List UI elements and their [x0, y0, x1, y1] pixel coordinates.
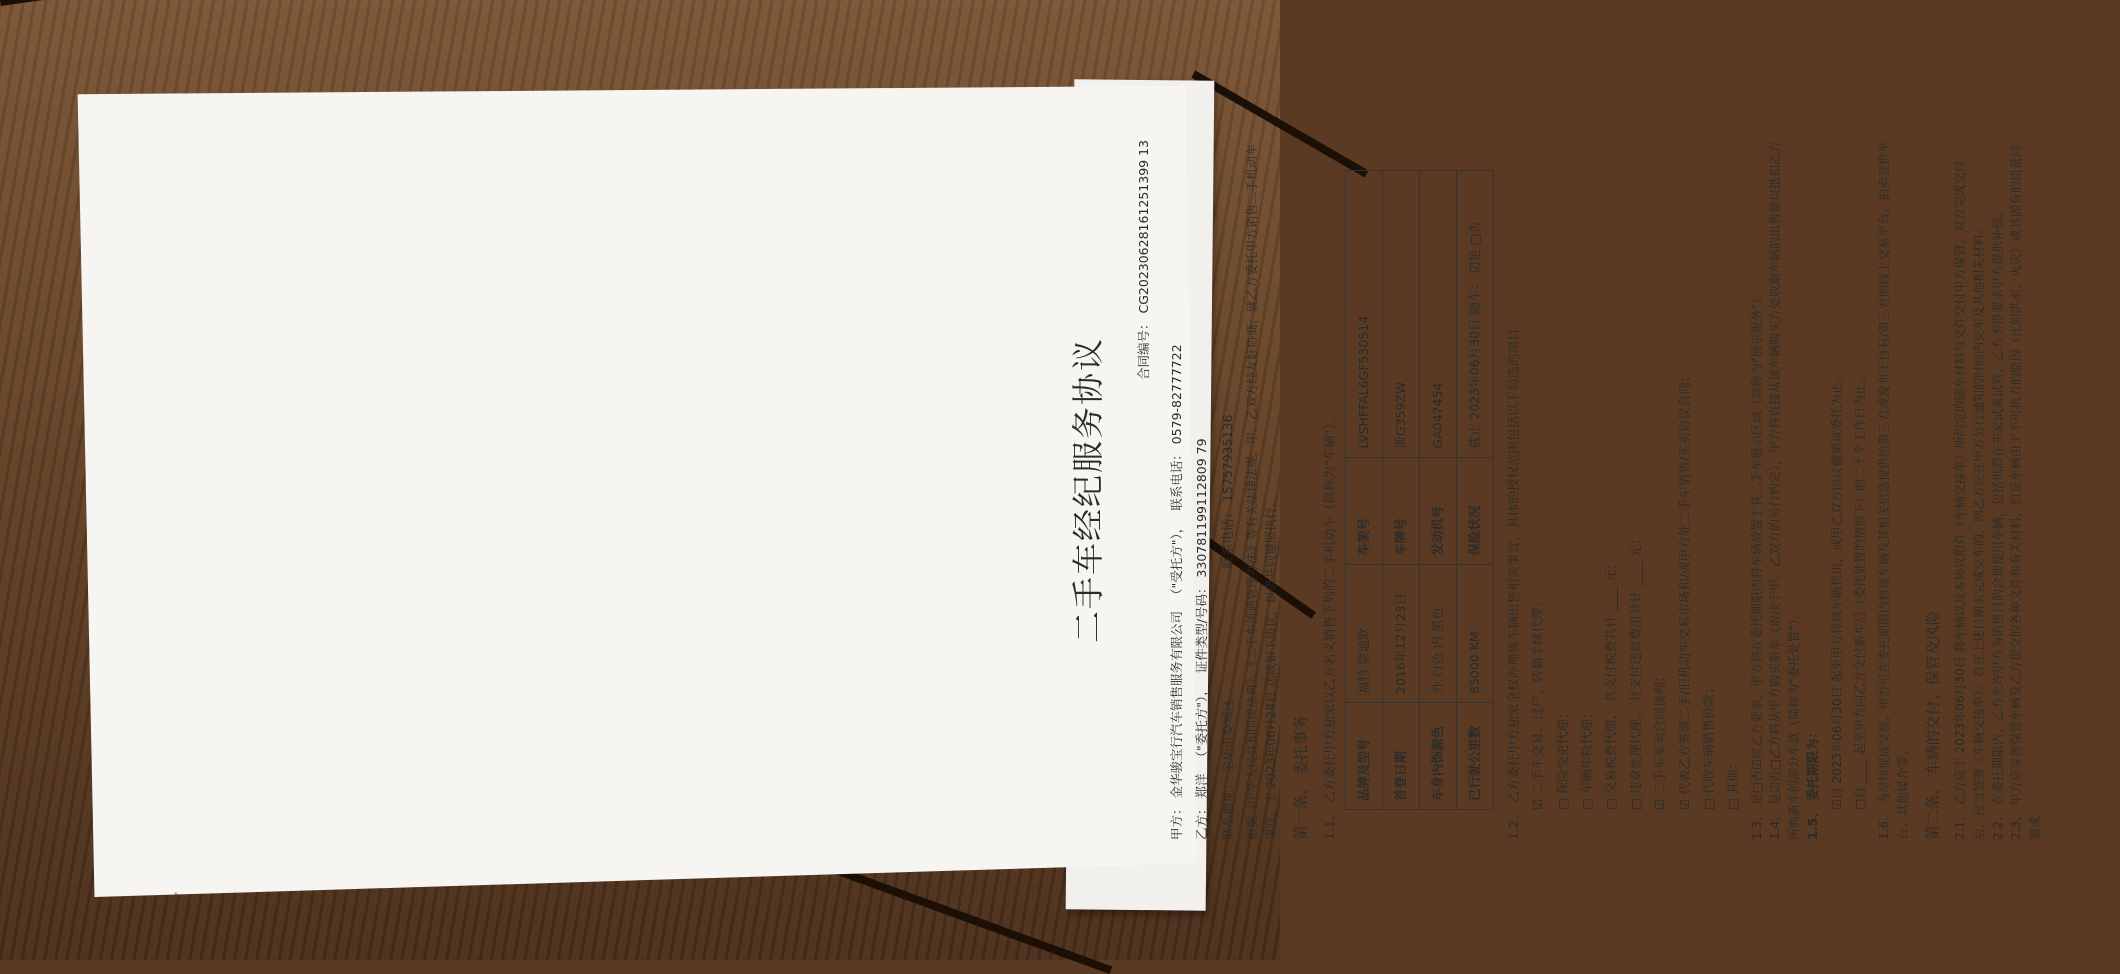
clause-1-1: 1.1、 乙方委托甲方独家以乙方名义销售下列的二手机动车（简称为"车辆"）。: [1321, 410, 1337, 840]
plate-value: 浙G359ZW: [1382, 171, 1419, 458]
registration-label: 首登日期: [1382, 703, 1419, 810]
table-row: [1382, 171, 1419, 810]
color-label: 车身内饰颜色: [1419, 703, 1456, 810]
option-item: □ 代收车辆销售价款；: [1700, 681, 1716, 810]
party-b-row: [1192, 140, 1211, 840]
option-item: ☑ 二手车交易、过户、转籍手续代理；: [1530, 594, 1546, 810]
vin-value: LVSHFFAL6GF530514: [1345, 171, 1382, 458]
staple: [174, 882, 213, 926]
mileage-label: 已行驶公里数: [1456, 703, 1493, 810]
plate-label: 车牌号: [1382, 457, 1419, 564]
party-b-role: （"委托方"），: [1194, 683, 1210, 764]
contract-document: [1020, 100, 2120, 880]
table-row: [1345, 171, 1382, 810]
party-a-name: 甲方： 金华骏宝行汽车销售服务有限公司: [1168, 611, 1184, 840]
brand-label: 品牌及型号: [1345, 703, 1382, 810]
party-b-name: 乙方： 郑洋: [1194, 773, 1210, 840]
floor-plank-gap: [0, 0, 1268, 6]
clause-1-4: 1.4、 是☑否□乙方将从甲方购买新车（取决于甲、乙双方的另行约定），甲方将直接从该车辆购买方处收取车辆的出售款以抵扣乙方所购新车的部分车款（简称为"委托处置"）。: [1768, 141, 1801, 840]
clause-2-2: 2.2、 在委托期限内，乙方允许甲方为销售目的合理使用车辆，包括供潜在买家试乘试驾，乙方不得要求甲方提供补偿。: [1990, 205, 2005, 840]
engine-label: 发动机号: [1419, 457, 1456, 564]
section-1-heading: 第一条、 委托事务: [1292, 715, 1311, 840]
party-a-role: （"受托方"），: [1168, 520, 1184, 602]
vin-label: 车架号: [1345, 457, 1382, 564]
party-a-phone: 联系电话： 0579-82777722: [1168, 344, 1184, 511]
option-item: ☑ 二手车买卖合同谈判；: [1652, 669, 1668, 810]
engine-value: GA047454: [1419, 171, 1456, 458]
vehicle-table: [1345, 170, 1494, 810]
option-item: □ 车辆年检代理；: [1579, 706, 1595, 810]
clause-1-6: 1.6、 为尽快促成交易，甲方可在委托期限内将该车辆及其相关信息提供给第三方或发布于自有/第三方的线上交易平台、拍卖竞价平台、其他媒介等。: [1877, 141, 1910, 840]
term-option-2: □自 ____ 起至甲方向乙方交付新车后（委托处置的情形下）的二十个工作日为止。: [1853, 371, 1868, 810]
option-item: □ 违章处理代理， 共支付违章费用共计 ____ 元；: [1627, 532, 1643, 810]
registration-value: 2016年12月23日: [1382, 564, 1419, 702]
option-item: □ 交易税费代缴， 共支付税费共计 ____ 元；: [1603, 557, 1619, 810]
table-row: [1419, 171, 1456, 810]
brand-value: 福特 蒙迪欧: [1345, 564, 1382, 702]
party-b-id: 证件类型/号码： 330781199112809 79: [1194, 438, 1210, 674]
party-b-address: 联系地址： 金华市婺城区: [1219, 698, 1235, 840]
table-row: [1456, 171, 1493, 810]
party-b-phone: 联系电话： 15757935136: [1219, 414, 1235, 569]
insurance-value: 截止 2023年06月30日 随车： ☑是 □否: [1456, 171, 1493, 458]
clause-1-3: 1.3、 是□否☑应乙方要求，甲方将在委托期限内将车辆放置于其二手车展示区域（简称为"展示服务"）。: [1749, 285, 1764, 840]
term-option-1: ☑自 2023年06月30日 起至甲方将该车辆售出，或甲乙双方协议撤销该委托为止。: [1829, 370, 1844, 810]
address-row: [1218, 140, 1237, 840]
contract-number: 合同编号： CG20230628161251399 13: [1135, 140, 1151, 380]
option-item: ☑ 代表乙方签署二手/旧机动车交易市场和/或甲方处二手车销售/买卖协议合同；: [1676, 369, 1692, 810]
option-item: □ 其他：: [1725, 756, 1741, 810]
legal-basis: 根据《中华人民共和国民法典》、《二手车流通管理办法》等有关法律法规，甲、乙双方经友好协商，就乙方委托甲方销售二手机动车事宜，于 2023年06月28日 达成如下协议，以资共同遵照执行。: [1245, 143, 1278, 840]
clause-1-2: 1.2、 乙方委托甲方独家全权办理该车辆出售相关事宜，具体的授权范围包括以下勾选的项目：: [1505, 316, 1521, 840]
clause-2-3: 2.3、 甲方应妥善保管车辆及乙方提交的各种文件和有关材料，但是车辆由于不可抗力的原因（比如洪水、火灾）或其固有的质量问题或: [2009, 145, 2042, 840]
clause-2-1: 2.1、 乙方应于 2023年06月30日 将车辆以及本协议附件《车辆交接单》所约定的随车材料与文件交付甲方保管。双方完成交付后，应当签署《车辆交接单》。若在上述日期未完成交车的，则乙方应在甲方另行通知的时间内交车及其他相关材料。: [1953, 160, 1987, 840]
section-2-heading: 第二条、 车辆的交付、保管及风险: [1924, 610, 1943, 840]
mileage-value: 85000 KM: [1456, 564, 1493, 702]
party-a-row: [1167, 140, 1186, 840]
clause-1-5: 1.5、 委托期限为：: [1805, 726, 1821, 840]
insurance-label: 保险状况: [1456, 457, 1493, 564]
color-value: 外 白色 内 黑色: [1419, 564, 1456, 702]
document-title: 二手车经纪服务协议: [1069, 337, 1107, 644]
option-item: □ 保险变更代理；: [1554, 706, 1570, 810]
